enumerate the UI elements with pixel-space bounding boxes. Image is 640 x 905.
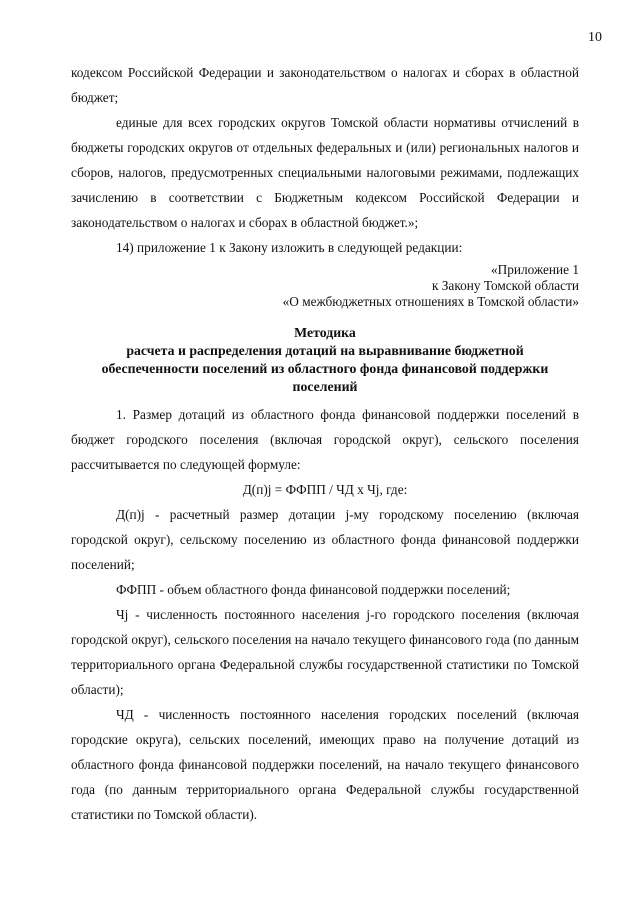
definition-fund-volume: ФФПП - объем областного фонда финансовой поддержки поселений;: [116, 582, 511, 597]
title-line: поселений: [292, 379, 358, 394]
appendix-ref-line: к Закону Томской области: [431, 278, 579, 293]
title-line: обеспеченности поселений из областного фонда финансовой поддержки: [101, 361, 549, 376]
appendix-ref-line: «О межбюджетных отношениях в Томской области»: [282, 294, 579, 309]
section-1-paragraph: 1. Размер дотаций из областного фонда финансовой поддержки поселений в бюджет городского поселения (включая городской округ), сельского поселения рассчитывается по следующей формуле:: [71, 407, 579, 472]
methodology-title: [71, 324, 579, 396]
paragraph-city-district-norms: единые для всех городских округов Томской области нормативы отчислений в бюджеты городских округов от отдельных федеральных и (или) региональных налогов и сборов, налогов, предусмотренных специальными налоговыми режимами, подлежащих зачислению в соответствии с Бюджетным кодексом Российской Федерации и законодательством о налогах и сборах в областной бюджет.»;: [71, 115, 579, 230]
appendix-reference: [71, 262, 579, 310]
document-body: [71, 60, 579, 827]
definition-settlement-population: Чj - численность постоянного населения j-го городского поселения (включая городской округ), сельского поселения на начало текущего финансового года (по данным территориального органа Федеральной службы государственной статистики по Томской области);: [71, 607, 579, 697]
paragraph-amendment-14: 14) приложение 1 к Закону изложить в следующей редакции:: [116, 240, 463, 255]
definition-subsidy-amount: Д(п)j - расчетный размер дотации j-му городскому поселению (включая городской округ), сельскому поселению из областного фонда финансовой поддержки поселений;: [71, 507, 579, 572]
definition-total-population: ЧД - численность постоянного населения городских поселений (включая городские округа), сельских поселений, имеющих право на получение дотаций из областного фонда финансовой поддержки поселений, на начало текущего финансового года (по данным территориального органа Федеральной службы государственной статистики по Томской области).: [71, 707, 579, 822]
title-line: расчета и распределения дотаций на выравнивание бюджетной: [126, 343, 524, 358]
title-line: Методика: [294, 325, 356, 340]
paragraph-tax-code-continuation: кодексом Российской Федерации и законодательством о налогах и сборах в областной бюджет;: [71, 65, 579, 105]
subsidy-formula: Д(п)j = ФФПП / ЧД х Чj, где:: [242, 482, 408, 497]
appendix-ref-line: «Приложение 1: [491, 262, 579, 277]
page-number: 10: [588, 30, 602, 45]
